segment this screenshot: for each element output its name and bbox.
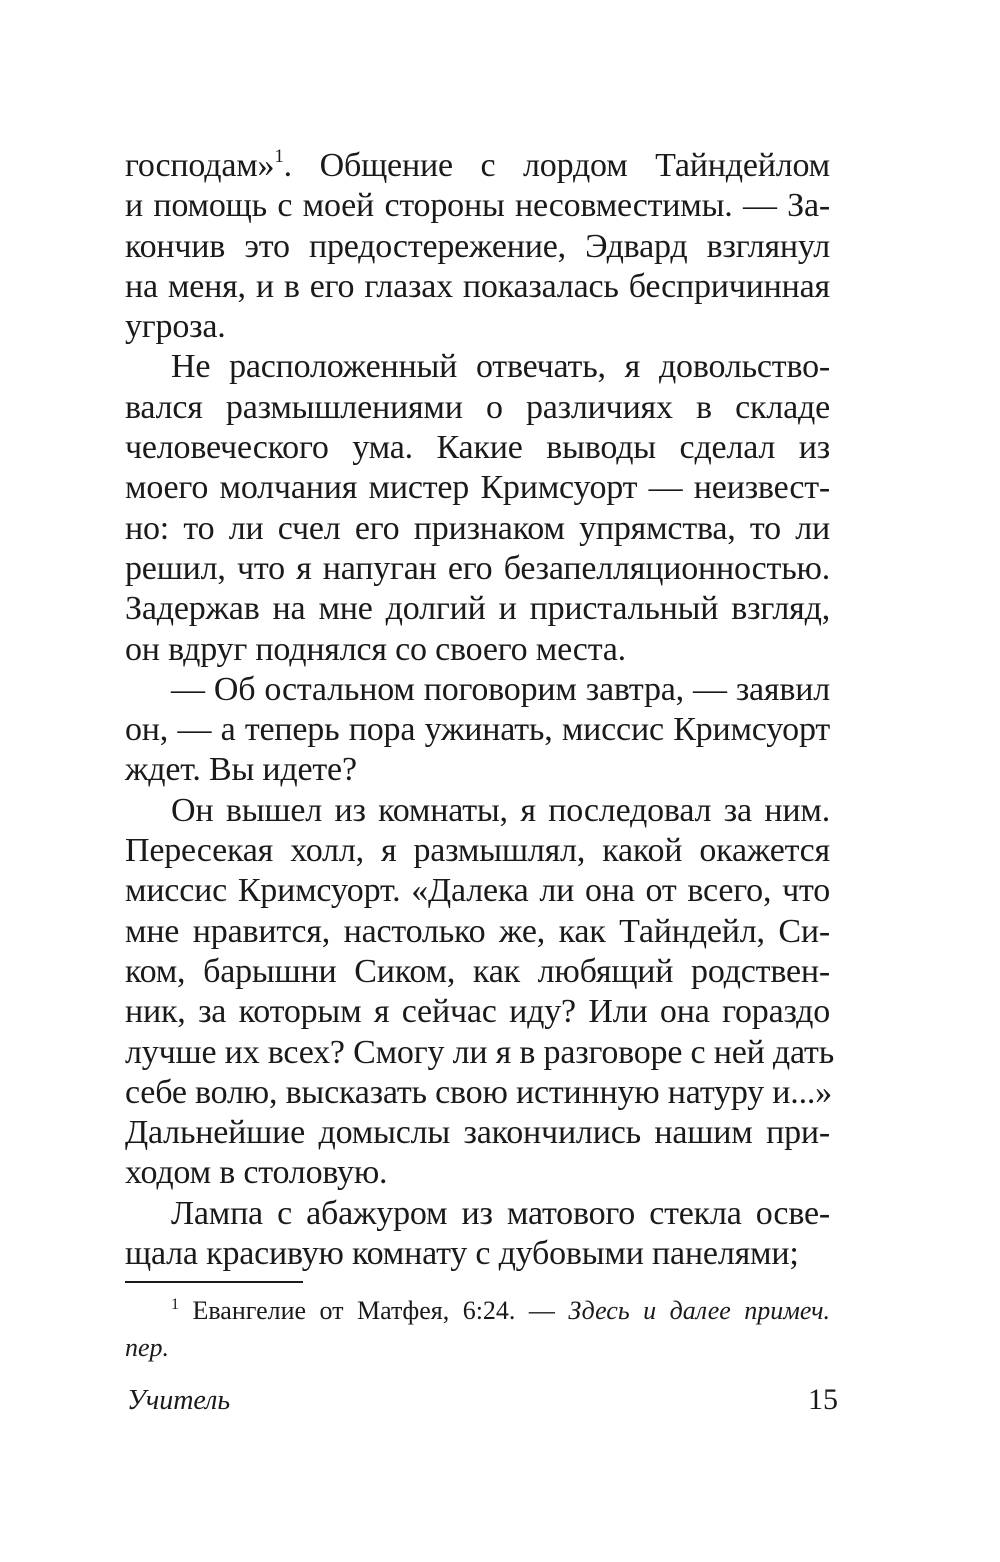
text-line: и помощь с моей стороны несовместимы. — За-: [125, 187, 830, 225]
text-line: себе волю, высказать свою истинную натуру и...»: [125, 1073, 832, 1111]
text-line: вался размышлениями о различиях в складе: [125, 388, 830, 426]
text-line: решил, что я напуган его безапелляционностью.: [125, 549, 830, 587]
text-line: моего молчания мистер Кримсуорт — неизвест-: [125, 469, 830, 507]
text-line: человеческого ума. Какие выводы сделал из: [125, 429, 830, 467]
footnote: [125, 1292, 830, 1366]
text-line: угроза.: [125, 308, 226, 346]
text-line: ник, за которым я сейчас иду? Или она гораздо: [125, 993, 830, 1031]
footnote-italic-note: Здесь и далее примеч.: [568, 1296, 830, 1325]
text-line: мне нравится, настолько же, как Тайндейл, Си-: [125, 912, 830, 950]
text-line: на меня, и в его глазах показалась беспричинная: [125, 267, 830, 305]
footnote-text: Евангелие от Матфея, 6:24. —: [192, 1296, 555, 1325]
text-line: миссис Кримсуорт. «Далека ли она от всего, что: [125, 872, 830, 910]
text-fragment: . Общение с лордом Тайндейлом: [283, 147, 830, 184]
footnote-divider: [125, 1281, 303, 1283]
footnote-line: [125, 1292, 830, 1329]
footnote-continuation: пер.: [125, 1333, 170, 1362]
text-line: ком, барышни Сиком, как любящий родствен-: [125, 952, 830, 990]
text-line: он, — а теперь пора ужинать, миссис Кримсуорт: [125, 711, 830, 749]
text-line: ждет. Вы идете?: [125, 751, 357, 789]
paragraph-first-line: Он вышел из комнаты, я последовал за ним.: [171, 791, 830, 829]
footnote-marker: 1: [171, 1296, 179, 1313]
text-line: Пересекая холл, я размышлял, какой окажется: [125, 832, 830, 870]
paragraph-first-line: Не расположенный отвечать, я довольство-: [171, 348, 830, 386]
page-number: 15: [808, 1383, 838, 1416]
text-line: лучше их всех? Смогу ли я в разговоре с ней дать: [125, 1033, 834, 1071]
running-title: Учитель: [127, 1385, 231, 1416]
text-line: Задержав на мне долгий и пристальный взгляд,: [125, 590, 830, 628]
text-fragment: господам»: [125, 147, 275, 184]
text-line: Дальнейшие домыслы закончились нашим при-: [125, 1114, 830, 1152]
text-line: ходом в столовую.: [125, 1154, 388, 1192]
footnote-reference[interactable]: 1: [274, 146, 284, 167]
text-line: он вдруг поднялся со своего места.: [125, 630, 626, 668]
text-line: кончив это предостережение, Эдвард взглянул: [125, 227, 830, 265]
paragraph-first-line: Лампа с абажуром из матового стекла осве-: [171, 1194, 830, 1232]
text-line: щала красивую комнату с дубовыми панелями;: [125, 1235, 799, 1273]
body-text: [125, 146, 834, 1274]
text-line: но: то ли счел его признаком упрямства, то ли: [125, 509, 830, 547]
text-line: [125, 146, 830, 186]
paragraph-first-line: — Об остальном поговорим завтра, — заявил: [171, 670, 830, 708]
